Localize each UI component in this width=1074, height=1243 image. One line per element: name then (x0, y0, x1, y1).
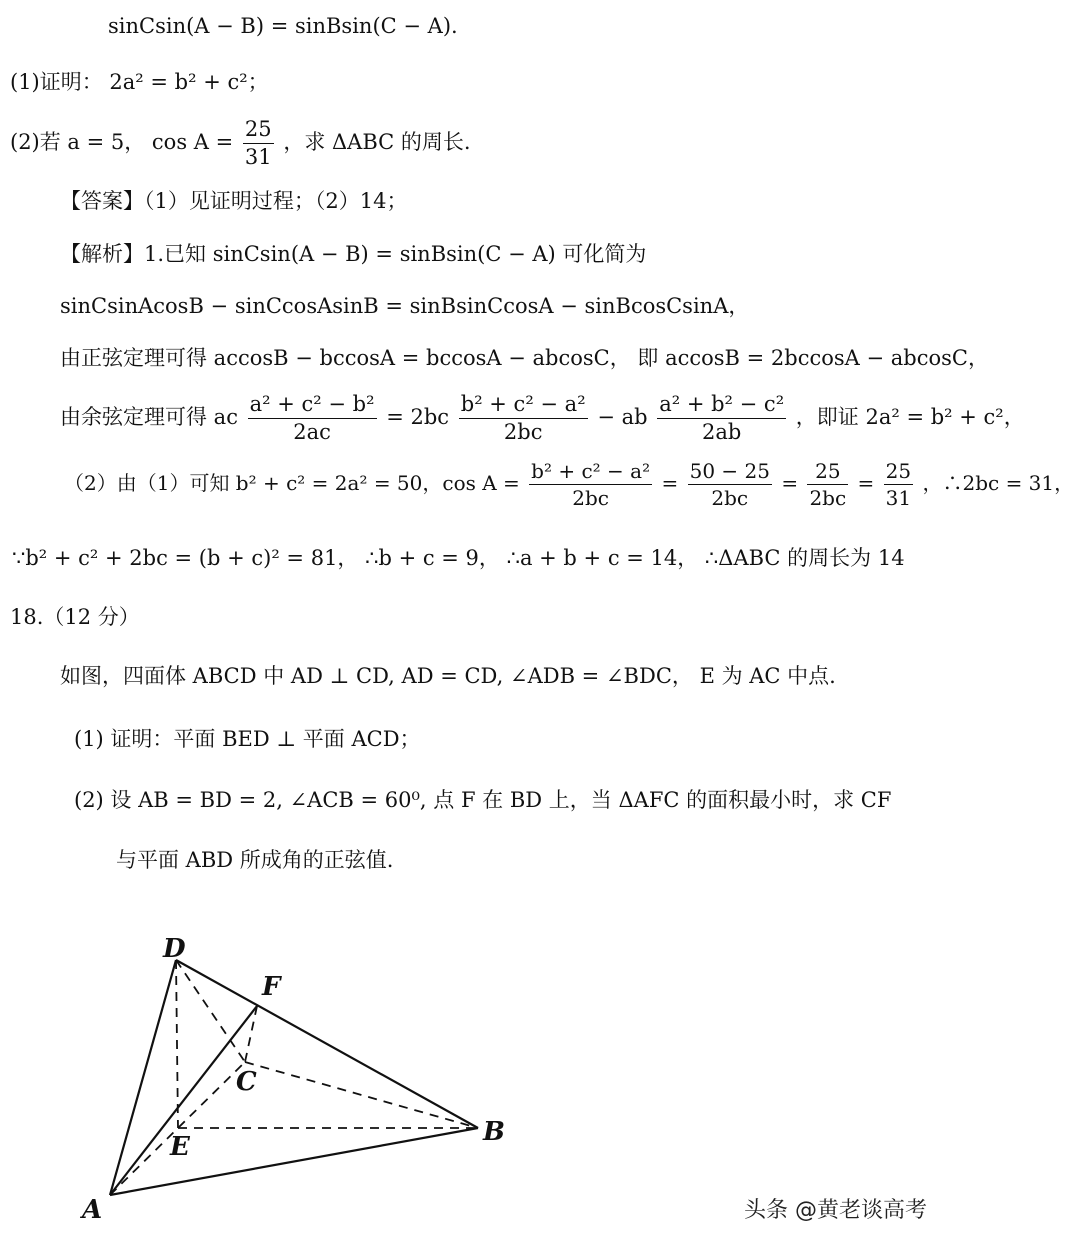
vertex-label-C: C (236, 1067, 257, 1097)
edge-AD (110, 960, 176, 1195)
analysis-line-4 (60, 393, 1025, 444)
frac-den: 31 (244, 145, 272, 170)
part-1-statement: (1)证明： 2a² = b² + c²； (10, 70, 269, 94)
equals: = (781, 471, 799, 495)
frac-den: 31 (885, 486, 912, 510)
vertex-label-A: A (82, 1195, 103, 1225)
frac-den: 2bc (503, 420, 543, 445)
vertex-label-F: F (262, 972, 281, 1002)
vertex-label-B: B (483, 1117, 505, 1147)
vertex-label-E: E (170, 1132, 190, 1162)
frac-num: b² + c² − a² (459, 393, 588, 419)
frac-num: b² + c² − a² (531, 459, 651, 483)
part-2-statement (10, 118, 471, 169)
edge-DB (176, 960, 478, 1128)
equals: = (661, 471, 679, 495)
question-18-statement: 如图，四面体 ABCD 中 AD ⊥ CD, AD = CD, ∠ADB = ∠BDC， E 为 AC 中点. (60, 664, 836, 688)
frac-num: a² + b² − c² (657, 393, 786, 419)
fraction (688, 460, 772, 509)
problem-condition: sinCsin(A − B) = sinBsin(C − A). (108, 14, 458, 38)
fraction (884, 460, 913, 509)
edge-AF (110, 1006, 257, 1195)
equals: = (857, 471, 875, 495)
text: ，即证 2a² = b² + c²， (795, 405, 1025, 430)
analysis-line-1: 【解析】1.已知 sinCsin(A − B) = sinBsin(C − A) 可化简为 (60, 242, 647, 266)
frac-den: 2bc (809, 486, 847, 510)
watermark: 头条 @黄老谈高考 (744, 1198, 927, 1223)
question-18-part-2: (2) 设 AB = BD = 2, ∠ACB = 60⁰, 点 F 在 BD 上，当 ΔAFC 的面积最小时，求 CF (74, 788, 892, 812)
text: 由余弦定理可得 ac (60, 405, 238, 430)
fraction-25-31 (243, 118, 274, 169)
frac-num: 50 − 25 (689, 459, 770, 483)
question-18-header: 18.（12 分） (10, 605, 140, 629)
fraction (248, 393, 377, 444)
frac-den: 2bc (711, 486, 749, 510)
text: − ab (597, 405, 648, 430)
text: ，∴2bc = 31， (922, 471, 1074, 495)
analysis-line-5 (64, 460, 1074, 509)
analysis-line-6: ∵b² + c² + 2bc = (b + c)² = 81， ∴b + c = 9， ∴a + b + c = 14， ∴ΔABC 的周长为 14 (12, 546, 905, 570)
frac-num: a² + c² − b² (248, 393, 377, 419)
edge-CB (245, 1062, 478, 1128)
frac-den: 2ab (702, 420, 742, 445)
frac-num: 25 (807, 460, 848, 485)
edge-AB (110, 1128, 478, 1195)
question-18-part-1: (1) 证明：平面 BED ⊥ 平面 ACD； (74, 727, 421, 751)
text: （2）由（1）可知 b² + c² = 2a² = 50，cos A = (64, 471, 520, 495)
text: = 2bc (386, 405, 450, 430)
tetrahedron-figure (0, 900, 560, 1230)
part-2-text: (2)若 a = 5， cos A = (10, 130, 234, 155)
frac-num: 25 (243, 118, 274, 144)
frac-den: 2bc (572, 486, 609, 510)
analysis-line-2: sinCsinAcosB − sinCcosAsinB = sinBsinCcosA − sinBcosCsinA， (60, 294, 750, 318)
fraction (807, 460, 848, 509)
fraction (459, 393, 588, 444)
edge-DE (176, 960, 178, 1128)
edge-DC (176, 960, 245, 1062)
frac-num: 25 (885, 459, 912, 483)
analysis-line-3: 由正弦定理可得 accosB − bccosA = bccosA − abcosC， 即 accosB = 2bccosA − abcosC， (60, 346, 989, 370)
question-18-part-2-cont: 与平面 ABD 所成角的正弦值. (116, 848, 394, 872)
answer-line: 【答案】（1）见证明过程；（2）14； (60, 189, 408, 213)
fraction (657, 393, 786, 444)
vertex-label-D: D (163, 934, 186, 964)
frac-den: 2ac (293, 420, 331, 445)
part-2-text-end: ，求 ΔABC 的周长. (283, 130, 471, 155)
fraction (529, 460, 652, 509)
